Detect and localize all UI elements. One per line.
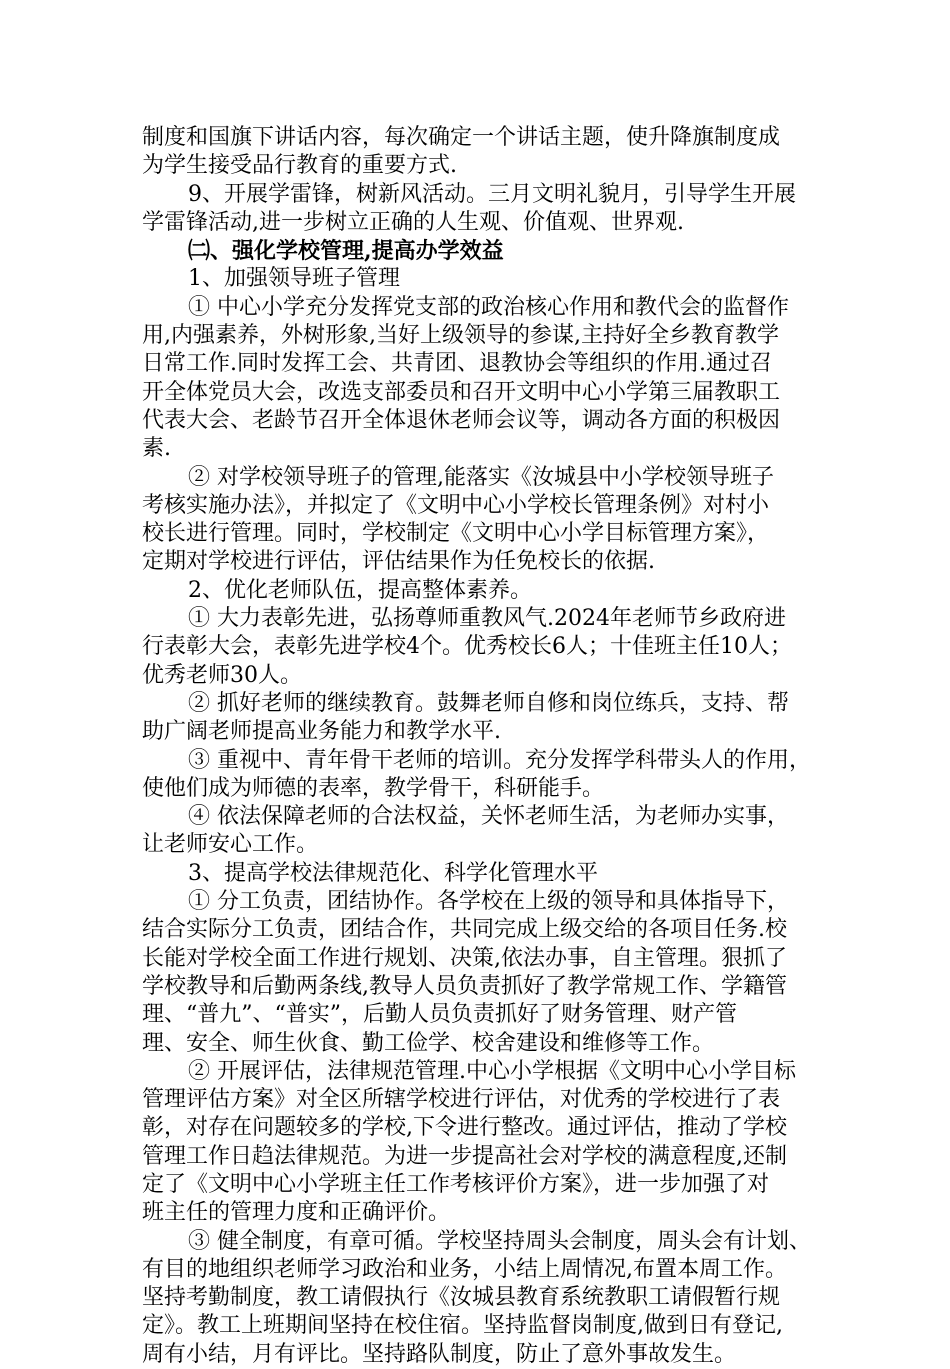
text-line: 周有小结，月有评比。坚持路队制度，防止了意外事故发生。 xyxy=(142,1341,737,1367)
text-line: 制度和国旗下讲话内容，每次确定一个讲话主题，使升降旗制度成 xyxy=(142,125,781,150)
text-line: 1、加强领导班子管理 xyxy=(188,266,400,292)
text-line: 让老师安心工作。 xyxy=(142,832,319,858)
text-line: 2、优化老师队伍，提高整体素养。 xyxy=(188,577,532,603)
text-line: 管理工作日趋法律规范。为进一步提高社会对学校的满意程度,还制 xyxy=(142,1143,787,1169)
text-line: ② 开展评估，法律规范管理.中心小学根据《文明中心小学目标 xyxy=(188,1058,796,1084)
text-line: 优秀老师30人。 xyxy=(142,662,302,688)
text-line: 用,内强素养，外树形象,当好上级领导的参谋,主持好全乡教育教学 xyxy=(142,323,779,349)
text-line: 定》。教工上班期间坚持在校住宿。坚持监督岗制度,做到日有登记, xyxy=(142,1313,783,1339)
text-line: 助广阔老师提高业务能力和教学水平. xyxy=(142,719,501,745)
text-line: 行表彰大会，表彰先进学校4个。优秀校长6人；十佳班主任10人； xyxy=(142,634,792,660)
text-line: 彰，对存在问题较多的学校,下令进行整改。通过评估，推动了学校 xyxy=(142,1115,787,1141)
text-line: 3、提高学校法律规范化、科学化管理水平 xyxy=(188,860,598,886)
text-line: 学校教导和后勤两条线,教导人员负责抓好了教学常规工作、学籍管 xyxy=(142,973,787,999)
text-line: 定了《文明中心小学班主任工作考核评价方案》，进一步加强了对 xyxy=(142,1171,770,1197)
text-line: 使他们成为师德的表率，教学骨干，科研能手。 xyxy=(142,775,605,801)
text-line: ② 抓好老师的继续教育。鼓舞老师自修和岗位练兵，支持、帮 xyxy=(188,690,789,716)
document-body xyxy=(142,124,862,1369)
text-line: 校长进行管理。同时，学校制定《文明中心小学目标管理方案》， xyxy=(142,521,770,547)
text-line: 考核实施办法》，并拟定了《文明中心小学校长管理条例》对村小 xyxy=(142,492,770,518)
text-line: 管理评估方案》对全区所辖学校进行评估，对优秀的学校进行了表 xyxy=(142,1087,781,1113)
section-heading: ㈡、强化学校管理,提高办学效益 xyxy=(188,238,504,265)
text-line: 代表大会、老龄节召开全体退休老师会议等，调动各方面的积极因 xyxy=(142,407,781,433)
text-line: ② 对学校领导班子的管理,能落实《汝城县中小学校领导班子 xyxy=(188,464,774,490)
text-line: 素. xyxy=(142,436,171,462)
text-line: ③ 健全制度，有章可循。学校坚持周头会制度，周头会有计划、 xyxy=(188,1228,811,1254)
text-line: 为学生接受品行教育的重要方式. xyxy=(142,153,457,179)
text-line: ④ 依法保障老师的合法权益，关怀老师生活，为老师办实事， xyxy=(188,804,789,830)
text-line: 理、“普九”、“普实”，后勤人员负责抓好了财务管理、财产管 xyxy=(142,1002,737,1028)
text-line: 有目的地组织老师学习政治和业务，小结上周情况,布置本周工作。 xyxy=(142,1256,787,1282)
text-line: 日常工作.同时发挥工会、共青团、退教协会等组织的作用.通过召 xyxy=(142,351,772,377)
text-line: 学雷锋活动,进一步树立正确的人生观、价值观、世界观. xyxy=(142,209,684,235)
text-line: ③ 重视中、青年骨干老师的培训。充分发挥学科带头人的作用， xyxy=(188,747,811,773)
text-line: 9、开展学雷锋，树新风活动。三月文明礼貌月，引导学生开展 xyxy=(188,181,796,207)
text-line: 坚持考勤制度，教工请假执行《汝城县教育系统教职工请假暂行规 xyxy=(142,1285,781,1311)
text-line: ① 大力表彰先进，弘扬尊师重教风气.2024年老师节乡政府进 xyxy=(188,606,786,632)
text-line: ① 分工负责，团结协作。各学校在上级的领导和具体指导下， xyxy=(188,889,789,915)
text-line: 定期对学校进行评估，评估结果作为任免校长的依据. xyxy=(142,549,655,575)
text-line: 长能对学校全面工作进行规划、决策,依法办事，自主管理。狠抓了 xyxy=(142,945,787,971)
text-line: ① 中心小学充分发挥党支部的政治核心作用和教代会的监督作 xyxy=(188,294,789,320)
text-line: 理、安全、师生伙食、勤工俭学、校舍建设和维修等工作。 xyxy=(142,1030,715,1056)
text-line: 结合实际分工负责，团结合作，共同完成上级交给的各项目任务.校 xyxy=(142,917,787,943)
text-line: 班主任的管理力度和正确评价。 xyxy=(142,1200,451,1226)
text-line: 开全体党员大会，改选支部委员和召开文明中心小学第三届教职工 xyxy=(142,379,781,405)
